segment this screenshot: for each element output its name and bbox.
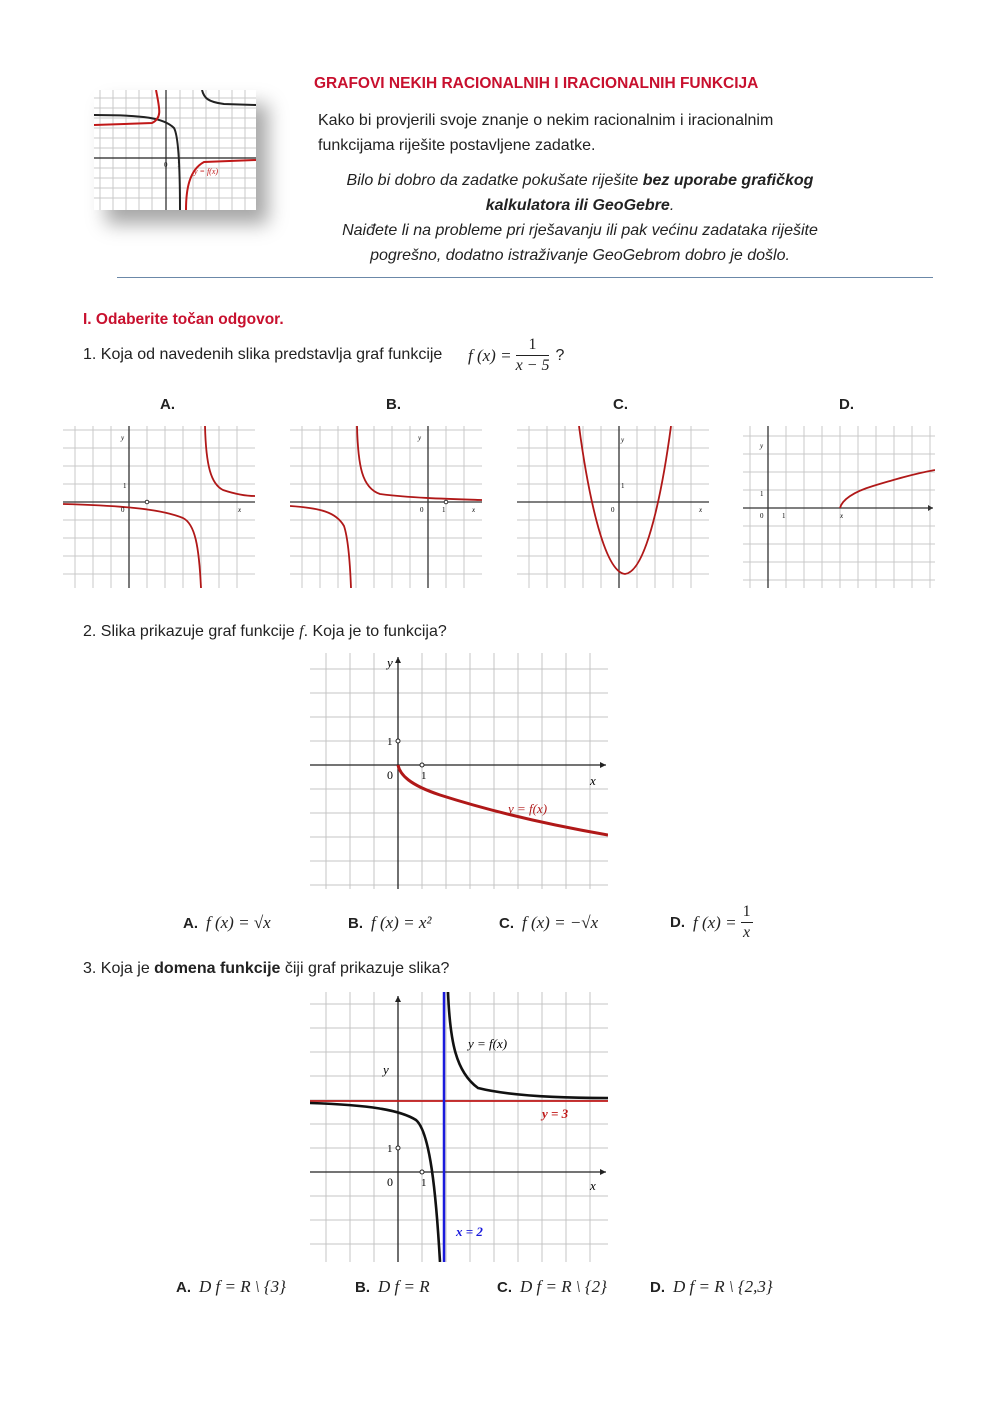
q1c-origin: 0 [611, 506, 615, 514]
q2-b-letter: B. [348, 915, 363, 932]
q2-d-letter: D. [670, 914, 685, 931]
q1d-tick: 1 [782, 512, 786, 520]
header-thumbnail [94, 90, 256, 210]
q2-origin: 0 [387, 768, 393, 782]
thumbnail-curve-label: y = f(x) [194, 167, 219, 176]
q2-d-lhs: f (x) = [693, 912, 737, 932]
q1-graph-d[interactable] [743, 426, 935, 588]
q2-axis-x: x [590, 773, 596, 788]
q2-func-name: f [299, 623, 304, 640]
q3-axis-y: y [383, 1062, 389, 1077]
q1b-tick: 1 [442, 506, 446, 514]
q1-graph-c[interactable] [517, 426, 709, 588]
tip-bold: bez uporabe grafičkog kalkulatora ili GeoGebre [485, 172, 814, 214]
q1a-tick: 1 [123, 482, 127, 490]
q1b-origin: 0 [420, 506, 424, 514]
header-thumbnail-graph [94, 90, 256, 210]
q3-b-letter: B. [355, 1279, 370, 1296]
q2-answer-c[interactable] [499, 913, 598, 933]
q1a-origin: 0 [121, 506, 125, 514]
q2-b-expr: f (x) = x² [371, 913, 432, 932]
q2-answer-d[interactable] [670, 902, 753, 943]
q2-d-den: x [743, 924, 751, 941]
q3-text-before: 3. Koja je [83, 960, 155, 977]
q3-b-expr: D f = R [378, 1277, 430, 1296]
q2-a-letter: A. [183, 915, 198, 932]
q1b-axis-y: y [418, 434, 422, 442]
q1d-tick-y: 1 [760, 490, 764, 498]
q2-a-expr: f (x) = √x [206, 913, 271, 932]
q1-option-c-label[interactable]: C. [613, 396, 628, 413]
tip-part2: . [669, 197, 675, 214]
tip-text [310, 168, 850, 268]
page-title: GRAFOVI NEKIH RACIONALNIH I IRACIONALNIH FUNKCIJA [314, 75, 759, 92]
q3-axis-x: x [590, 1178, 596, 1193]
q3-c-expr: D f = R \ {2} [520, 1277, 607, 1296]
q1-option-b-label[interactable]: B. [386, 396, 401, 413]
q2-text [83, 623, 447, 641]
q1-option-a-label[interactable]: A. [160, 396, 175, 413]
q1-frac-den: x − 5 [515, 357, 550, 374]
q3-a-expr: D f = R \ {3} [199, 1277, 286, 1296]
q1d-axis-x: x [840, 512, 844, 520]
q2-curve-label: y = f(x) [508, 801, 548, 816]
q3-a-letter: A. [176, 1279, 191, 1296]
q3-tick-y: 1 [387, 1143, 393, 1155]
q3-text [83, 960, 449, 978]
q2-d-fraction [741, 902, 753, 943]
q1d-origin: 0 [760, 512, 764, 520]
q3-text-bold: domena funkcije [154, 960, 281, 977]
q1-function [468, 335, 564, 376]
q1-graph-b[interactable] [290, 426, 482, 588]
q1-graph-a[interactable] [63, 426, 255, 588]
q2-text-before: 2. Slika prikazuje graf funkcije [83, 623, 300, 640]
q1-text [83, 346, 442, 364]
q2-graph [310, 653, 608, 889]
q1-func-lhs: f (x) = [468, 345, 512, 365]
q3-c-letter: C. [497, 1279, 512, 1296]
header-divider [117, 277, 933, 278]
svg-text:0: 0 [164, 161, 168, 169]
q2-answer-a[interactable] [183, 913, 271, 933]
q1a-axis-x: x [238, 506, 242, 514]
q1b-axis-x: x [472, 506, 476, 514]
svg-text:1: 1 [177, 161, 181, 169]
q1-qmark: ? [555, 346, 565, 364]
q1-option-d-label[interactable]: D. [839, 396, 854, 413]
q3-d-expr: D f = R \ {2,3} [673, 1277, 773, 1296]
q1-question: 1. Koja od navedenih slika predstavlja graf funkcije [83, 346, 443, 363]
q1a-axis-y: y [121, 434, 125, 442]
q3-v-asymptote-label: x = 2 [456, 1224, 483, 1239]
q1-fraction [516, 335, 550, 376]
tip-line2: Naiđete li na probleme pri rješavanju ili pak većinu zadataka riješite pogrešno, dodatno istraživanje GeoGebrom dobro je došlo. [342, 222, 818, 264]
q2-tick-x: 1 [421, 770, 427, 782]
tip-part1: Bilo bi dobro da zadatke pokušate riješite [346, 172, 643, 189]
intro-text: Kako bi provjerili svoje znanje o nekim racionalnim i iracionalnim funkcijama riješite postavljene zadatke. [318, 112, 774, 154]
q3-origin: 0 [387, 1175, 393, 1189]
section-title: I. Odaberite točan odgovor. [83, 311, 284, 328]
q2-answer-b[interactable] [348, 913, 431, 933]
q2-d-num: 1 [741, 902, 753, 923]
q2-c-expr: f (x) = −√x [522, 913, 599, 932]
q1c-tick: 1 [621, 482, 625, 490]
q2-axis-y: y [387, 655, 393, 670]
q1-frac-num: 1 [516, 335, 550, 356]
q1c-axis-x: x [699, 506, 703, 514]
q2-tick-y: 1 [387, 736, 393, 748]
q3-text-after: čiji graf prikazuje slika? [280, 960, 450, 977]
q1d-axis-y: y [760, 442, 764, 450]
q3-graph [310, 992, 608, 1262]
q2-c-letter: C. [499, 915, 514, 932]
q2-text-after: . Koja je to funkcija? [303, 623, 447, 640]
q3-answer-c[interactable] [497, 1277, 607, 1297]
q3-d-letter: D. [650, 1279, 665, 1296]
q1c-axis-y: y [621, 436, 625, 444]
q3-h-asymptote-label: y = 3 [542, 1106, 569, 1121]
q3-curve-label: y = f(x) [468, 1036, 508, 1051]
q3-answer-d[interactable] [650, 1277, 773, 1297]
q3-answer-a[interactable] [176, 1277, 286, 1297]
q3-answer-b[interactable] [355, 1277, 430, 1297]
q3-tick-x: 1 [421, 1177, 427, 1189]
